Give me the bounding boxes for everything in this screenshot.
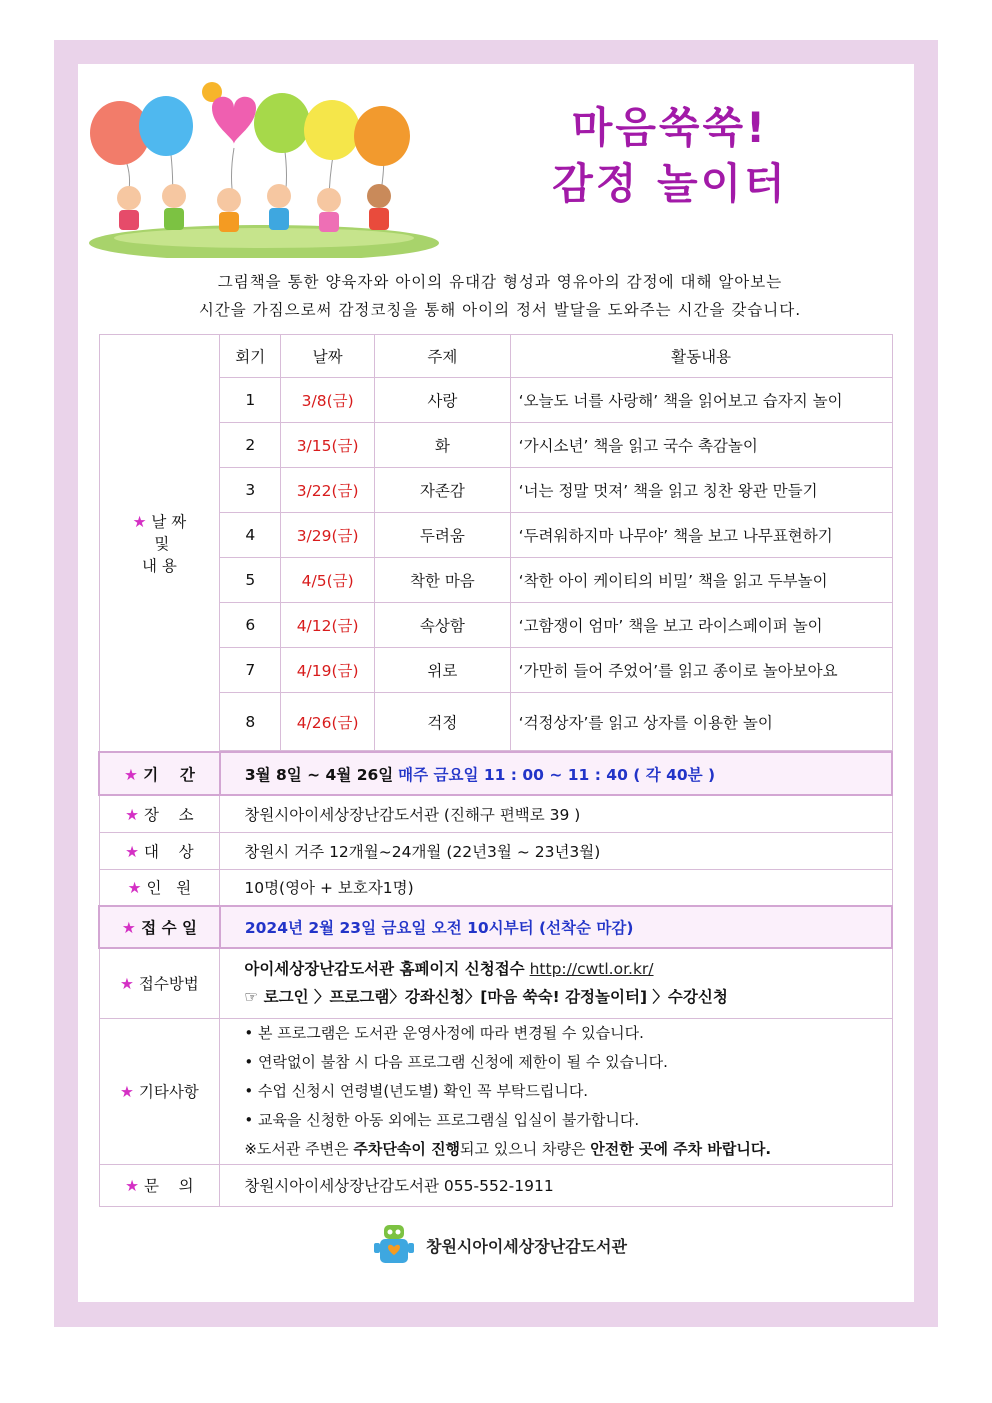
etc-bullet: • 교육을 신청한 아동 외에는 프로그램실 입실이 불가합니다. bbox=[244, 1110, 640, 1129]
note-part: ※도서관 주변은 bbox=[244, 1139, 354, 1158]
etc-label-cell bbox=[99, 1018, 220, 1164]
schedule-label-cell bbox=[99, 335, 220, 753]
place-row bbox=[99, 795, 892, 832]
date-cell: 4/26(금) bbox=[281, 693, 375, 751]
activity-cell: ‘너는 정말 멋져’ 책을 읽고 칭찬 왕관 만들기 bbox=[510, 468, 892, 513]
etc-value-cell bbox=[220, 1018, 892, 1164]
homepage-link[interactable]: http://cwtl.or.kr/ bbox=[529, 960, 654, 979]
round-cell: 3 bbox=[220, 468, 281, 513]
people-label-cell bbox=[99, 869, 220, 906]
star-icon: ★ bbox=[120, 1083, 139, 1101]
round-cell: 1 bbox=[220, 378, 281, 423]
etc-bullet: • 본 프로그램은 도서관 운영사정에 따라 변경될 수 있습니다. bbox=[244, 1023, 644, 1042]
period-time: 매주 금요일 11 : 00 ~ 11 : 40 ( 각 40분 ) bbox=[398, 765, 716, 784]
target-label-cell bbox=[99, 832, 220, 869]
star-icon: ★ bbox=[124, 765, 144, 784]
robot-mascot-icon bbox=[370, 1223, 420, 1267]
date-cell: 4/5(금) bbox=[281, 558, 375, 603]
round-cell: 8 bbox=[220, 693, 281, 751]
header-topic: 주제 bbox=[375, 335, 511, 378]
topic-cell: 화 bbox=[375, 423, 511, 468]
period-label: 기 간 bbox=[143, 765, 195, 784]
intro-line-2: 시간을 가짐으로써 감정코칭을 통해 아이의 정서 발달을 도와주는 시간을 갖습니다. bbox=[198, 301, 802, 319]
method-text: 아이세상장난감도서관 홈페이지 신청접수 bbox=[244, 960, 525, 979]
date-cell: 3/8(금) bbox=[281, 378, 375, 423]
intro-line-1: 그림책을 통한 양육자와 아이의 유대감 형성과 영유아의 감정에 대해 알아보는 bbox=[217, 273, 783, 291]
star-icon: ★ bbox=[121, 919, 142, 937]
period-row bbox=[99, 752, 892, 795]
star-icon: ★ bbox=[125, 805, 144, 824]
schedule-header-row bbox=[99, 335, 892, 378]
etc-bullet: • 수업 신청시 연령별(년도별) 확인 꼭 부탁드립니다. bbox=[244, 1081, 589, 1100]
method-line-1 bbox=[244, 955, 891, 983]
place-label-cell bbox=[99, 795, 220, 832]
method-label-cell bbox=[99, 948, 220, 1018]
date-cell: 4/19(금) bbox=[281, 648, 375, 693]
topic-cell: 두려움 bbox=[375, 513, 511, 558]
activity-cell: ‘착한 아이 케이티의 비밀’ 책을 읽고 두부놀이 bbox=[510, 558, 892, 603]
method-line-2: ☞ 로그인 〉프로그램〉강좌신청〉[마음 쑥숙! 감정놀이터] 〉수강신청 bbox=[244, 988, 728, 1007]
star-icon: ★ bbox=[132, 513, 152, 531]
parking-note bbox=[244, 1135, 891, 1164]
note-bold: 주차단속이 진행 bbox=[353, 1139, 461, 1158]
period-dates: 3월 8일 ~ 4월 26일 bbox=[244, 765, 394, 784]
activity-cell: ‘오늘도 너를 사랑해’ 책을 읽어보고 습자지 놀이 bbox=[510, 378, 892, 423]
star-icon: ★ bbox=[127, 879, 147, 898]
date-cell: 4/12(금) bbox=[281, 603, 375, 648]
date-cell: 3/15(금) bbox=[281, 423, 375, 468]
date-cell: 3/22(금) bbox=[281, 468, 375, 513]
reception-label: 접 수 일 bbox=[141, 919, 197, 937]
date-cell: 3/29(금) bbox=[281, 513, 375, 558]
contact-label-cell bbox=[99, 1164, 220, 1206]
star-icon: ★ bbox=[120, 975, 139, 994]
target-label: 대 상 bbox=[144, 842, 194, 861]
balloon-children-illustration bbox=[84, 78, 444, 258]
people-value: 10명(영아 + 보호자1명) bbox=[220, 869, 892, 906]
reception-row bbox=[99, 906, 892, 948]
target-row bbox=[99, 832, 892, 869]
contact-value: 창원시아이세상장난감도서관 055-552-1911 bbox=[220, 1164, 892, 1206]
note-bold: 안전한 곳에 주차 바랍니다. bbox=[590, 1139, 772, 1158]
activity-cell: ‘가시소년’ 책을 읽고 국수 촉감놀이 bbox=[510, 423, 892, 468]
place-value: 창원시아이세상장난감도서관 (진해구 편백로 39 ) bbox=[220, 795, 892, 832]
star-icon: ★ bbox=[125, 1177, 144, 1195]
period-value-cell bbox=[220, 752, 892, 795]
reception-value: 2024년 2월 23일 금요일 오전 10시부터 (선착순 마감) bbox=[220, 906, 892, 948]
footer-library-name: 창원시아이세상장난감도서관 bbox=[426, 1236, 627, 1256]
round-cell: 5 bbox=[220, 558, 281, 603]
note-part: 되고 있으니 차량은 bbox=[460, 1139, 591, 1158]
program-table bbox=[98, 334, 893, 1207]
reception-label-cell bbox=[99, 906, 220, 948]
round-cell: 4 bbox=[220, 513, 281, 558]
method-row bbox=[99, 948, 892, 1018]
etc-row bbox=[99, 1018, 892, 1164]
period-label-cell bbox=[99, 752, 220, 795]
title-line-1: 마음쑥쑥! bbox=[571, 103, 769, 152]
header-date: 날짜 bbox=[281, 335, 375, 378]
header-activity: 활동내용 bbox=[510, 335, 892, 378]
topic-cell: 속상함 bbox=[375, 603, 511, 648]
topic-cell: 사랑 bbox=[375, 378, 511, 423]
round-cell: 7 bbox=[220, 648, 281, 693]
activity-cell: ‘걱정상자’를 읽고 상자를 이용한 놀이 bbox=[510, 693, 892, 751]
contact-label: 문 의 bbox=[144, 1177, 194, 1195]
topic-cell: 착한 마음 bbox=[375, 558, 511, 603]
activity-cell: ‘고함쟁이 엄마’ 책을 보고 라이스페이퍼 놀이 bbox=[510, 603, 892, 648]
star-icon: ★ bbox=[125, 842, 144, 861]
topic-cell: 위로 bbox=[375, 648, 511, 693]
topic-cell: 자존감 bbox=[375, 468, 511, 513]
round-cell: 6 bbox=[220, 603, 281, 648]
method-label: 접수방법 bbox=[138, 975, 199, 994]
etc-label: 기타사항 bbox=[138, 1083, 199, 1101]
footer-logo bbox=[370, 1222, 627, 1268]
target-value: 창원시 거주 12개월~24개월 (22년3월 ~ 23년3월) bbox=[220, 832, 892, 869]
header-round: 회기 bbox=[220, 335, 281, 378]
poster-title bbox=[520, 100, 820, 212]
etc-bullet: • 연락없이 불참 시 다음 프로그램 신청에 제한이 될 수 있습니다. bbox=[244, 1052, 668, 1071]
method-value-cell bbox=[220, 948, 892, 1018]
people-label: 인 원 bbox=[146, 879, 192, 898]
contact-row bbox=[99, 1164, 892, 1206]
people-row bbox=[99, 869, 892, 906]
topic-cell: 걱정 bbox=[375, 693, 511, 751]
activity-cell: ‘두려워하지마 나무야’ 책을 보고 나무표현하기 bbox=[510, 513, 892, 558]
schedule-label: 날 짜 및 내 용 bbox=[141, 513, 187, 575]
title-line-2: 감정 놀이터 bbox=[552, 159, 788, 208]
place-label: 장 소 bbox=[144, 805, 194, 824]
round-cell: 2 bbox=[220, 423, 281, 468]
intro-text bbox=[100, 268, 900, 324]
activity-cell: ‘가만히 들어 주었어’를 읽고 종이로 놀아보아요 bbox=[510, 648, 892, 693]
